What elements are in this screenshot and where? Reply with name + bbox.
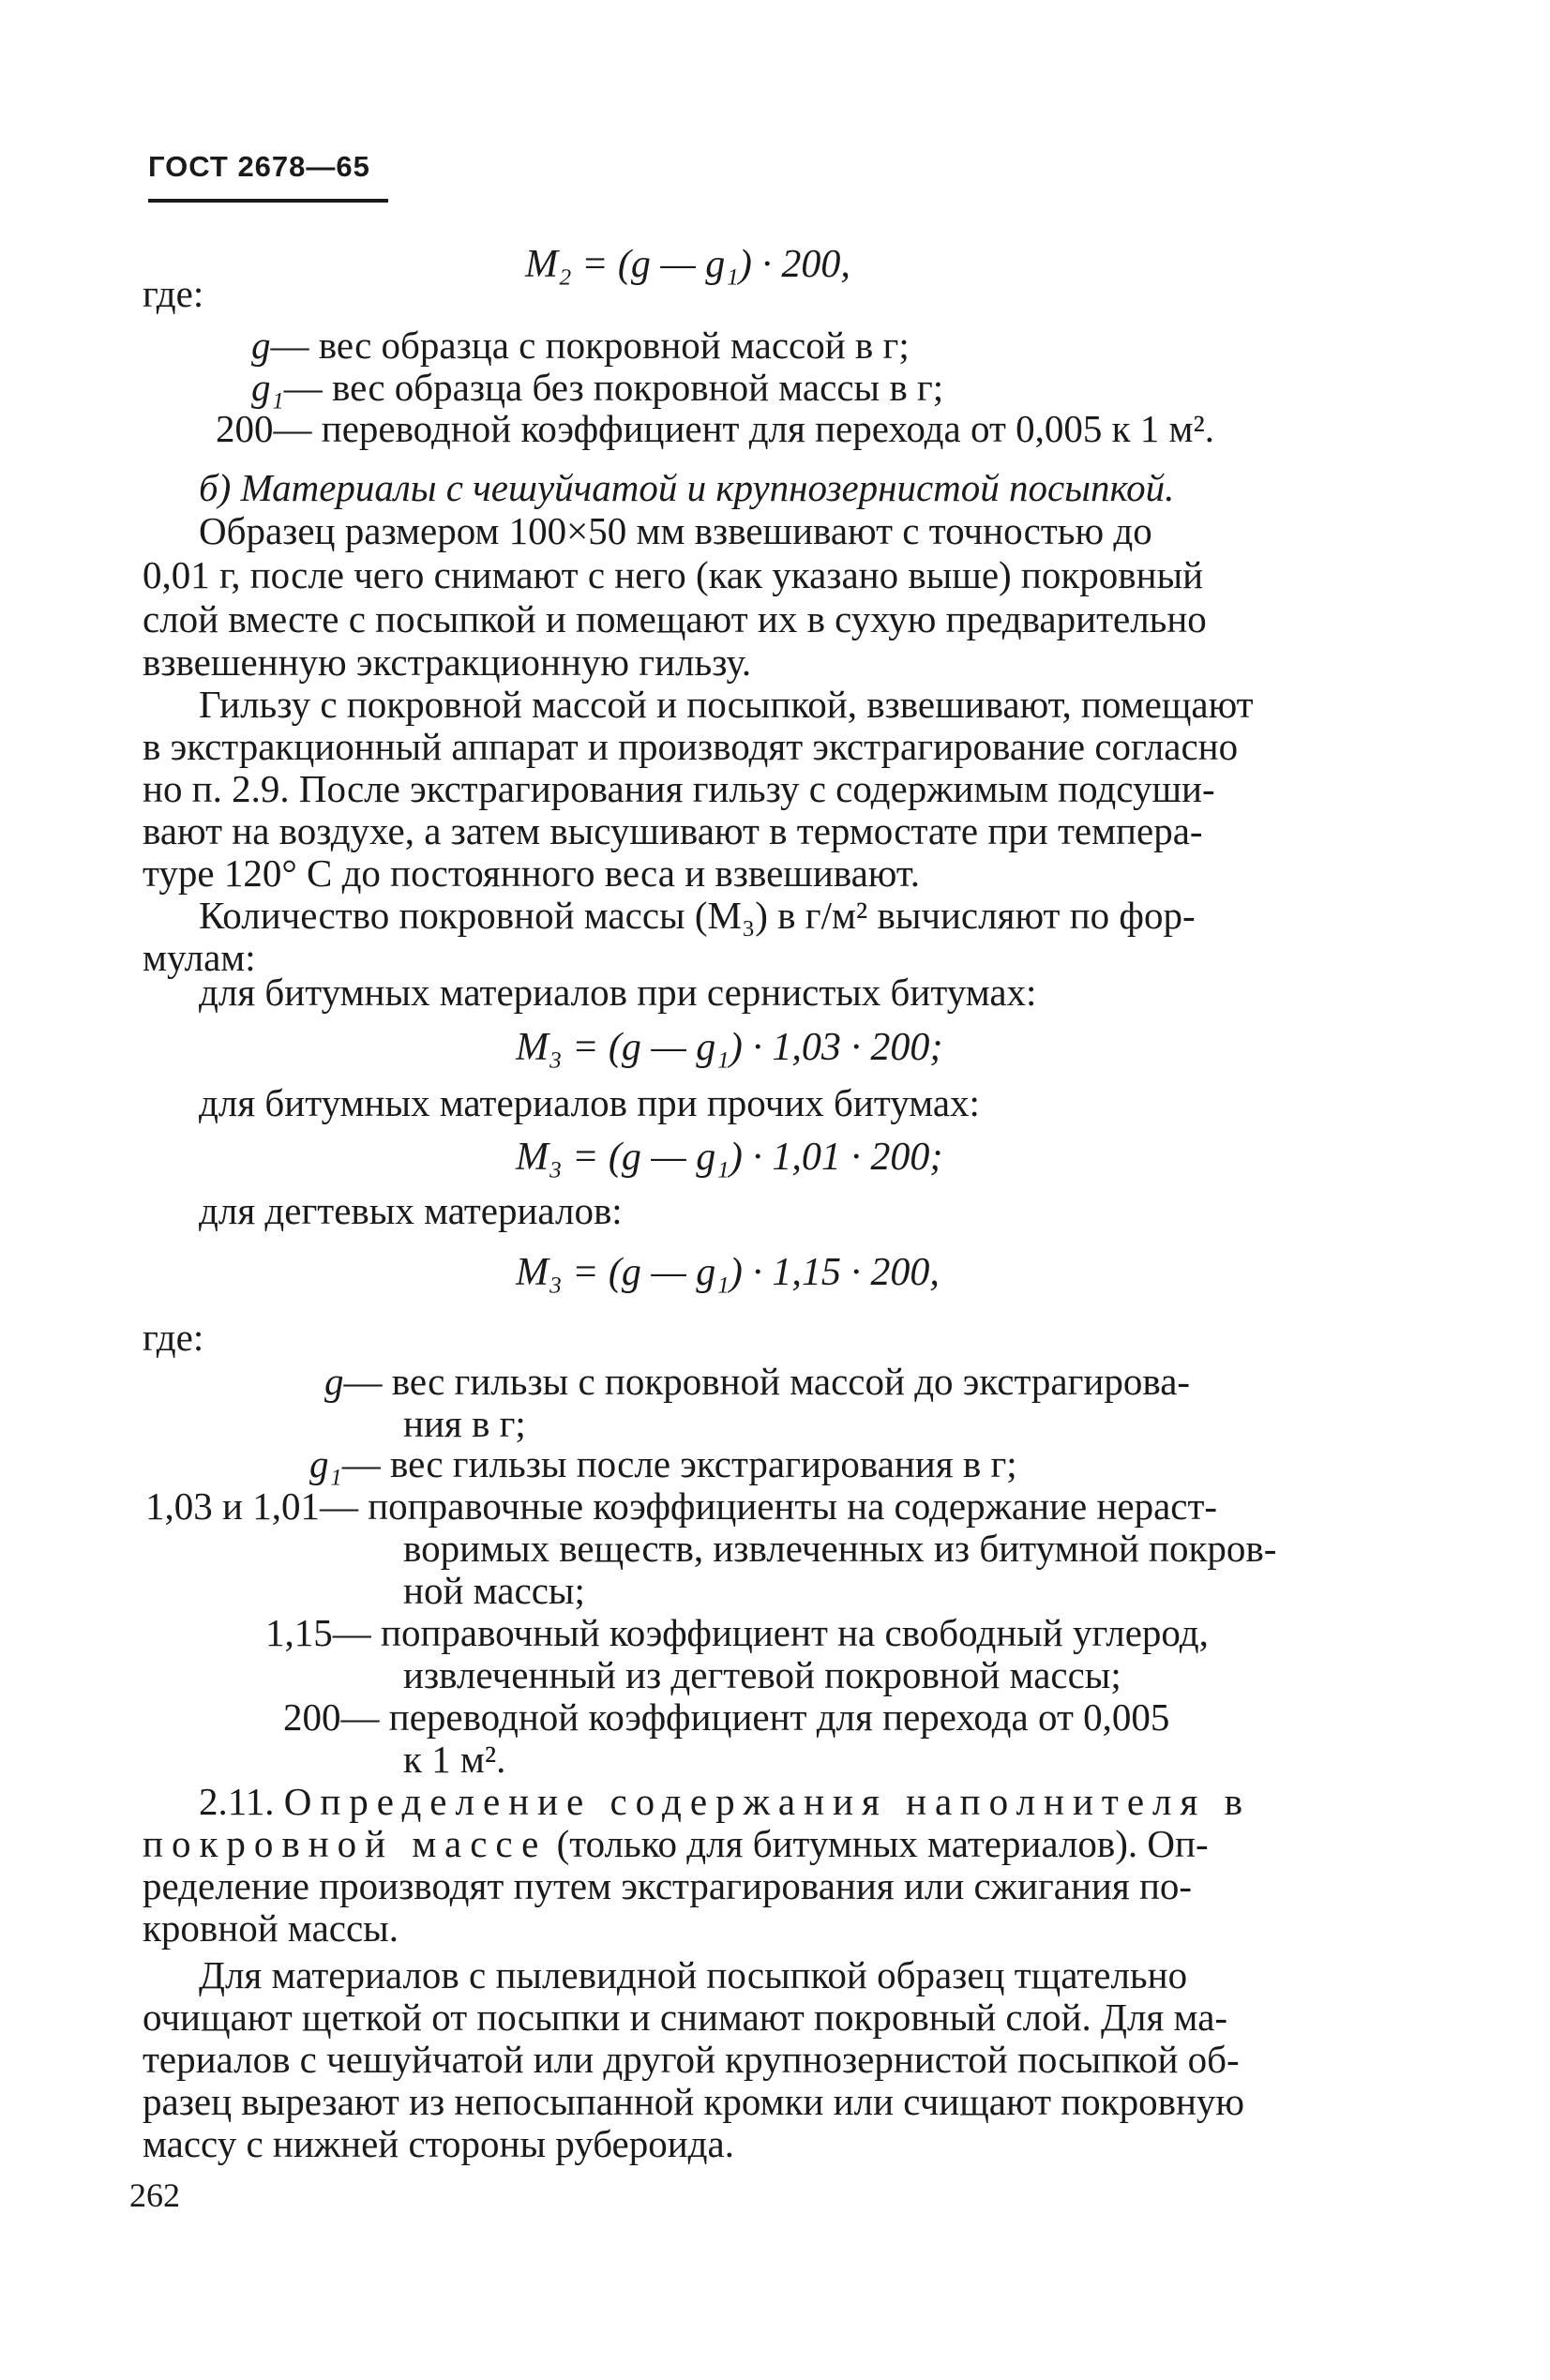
definition-term: g <box>251 324 271 367</box>
section-211-line4: кровной массы. <box>143 1906 399 1950</box>
document-header: ГОСТ 2678—65 <box>148 150 370 183</box>
para2-line1: Гильзу с покровной массой и посыпкой, взвешивают, помещают <box>199 683 1254 726</box>
definition-g1 <box>251 366 943 409</box>
para4-line1: Для материалов с пылевидной посыпкой образец тщательно <box>199 1953 1188 1996</box>
definition-term: 1,03 и 1,01 <box>145 1484 320 1528</box>
definition-text: — вес гильзы с покровной массой до экстрагирова- <box>343 1360 1191 1403</box>
definition-term: 200 <box>283 1695 341 1739</box>
def2-115-cont: извлеченный из дегтевой покровной массы; <box>403 1653 1121 1696</box>
section-211-line1 <box>199 1780 1251 1823</box>
page-number: 262 <box>129 2177 180 2214</box>
definition-text: — вес гильзы после экстрагирования в г; <box>341 1442 1017 1485</box>
para2-line4: вают на воздухе, а затем высушивают в термостате при темпера- <box>143 809 1203 852</box>
para2-line5: туре 120° С до постоянного веса и взвешивают. <box>143 851 920 895</box>
case3-formula: M₃ = (g — g₁) · 1,15 · 200, <box>516 1251 940 1294</box>
para4-line5: массу с нижней стороны рубероида. <box>143 2122 734 2165</box>
definition-term: g₁ <box>251 366 284 409</box>
para4-line2: очищают щеткой от посыпки и снимают покровный слой. Для ма- <box>143 1996 1228 2039</box>
para3-line1: Количество покровной массы (M₃) в г/м² вычисляют по фор- <box>199 894 1196 937</box>
para2-line3: но п. 2.9. После экстрагирования гильзу с содержимым подсуши- <box>143 767 1215 810</box>
para1-line3: слой вместе с посыпкой и помещают их в сухую предварительно <box>143 597 1207 640</box>
definition-term: 1,15 <box>265 1611 333 1654</box>
def2-103-cont2: ной массы; <box>403 1569 585 1612</box>
section-b-title: б) Материалы с чешуйчатой и крупнозернистой посыпкой. <box>199 466 1175 509</box>
def2-115 <box>265 1611 1209 1654</box>
def2-g <box>324 1360 1190 1403</box>
def2-g1 <box>309 1442 1017 1485</box>
definition-term: g <box>324 1360 344 1403</box>
definition-text: — поправочные коэффициенты на содержание нераст- <box>319 1484 1218 1528</box>
case1-formula: M₃ = (g — g₁) · 1,03 · 200; <box>516 1026 943 1069</box>
definition-text: — поправочный коэффициент на свободный углерод, <box>332 1611 1209 1654</box>
def2-200-cont: к 1 м². <box>403 1738 506 1781</box>
section-title-a: Определение содержания наполнителя в <box>283 1780 1251 1823</box>
section-number: 2.11. <box>199 1780 275 1823</box>
def2-103-cont1: воримых веществ, извлеченных из битумной покров- <box>403 1527 1277 1570</box>
definition-term: g₁ <box>309 1442 342 1485</box>
para4-line4: разец вырезают из непосыпанной кромки или счищают покровную <box>143 2080 1245 2123</box>
case2-formula: M₃ = (g — g₁) · 1,01 · 200; <box>516 1136 943 1179</box>
case2-label: для битумных материалов при прочих битумах: <box>199 1081 980 1124</box>
def2-g-cont: ния в г; <box>403 1402 526 1445</box>
section-title-rest: (только для битумных материалов). Оп- <box>556 1822 1209 1865</box>
section-211-line2 <box>143 1822 1209 1865</box>
formula-m2: M₂ = (g — g₁) · 200, <box>525 243 850 286</box>
case3-label: для дегтевых материалов: <box>199 1189 623 1232</box>
definition-text: — вес образца без покровной массы в г; <box>283 366 944 409</box>
definition-text: — вес образца с покровной массой в г; <box>270 324 910 367</box>
header-rule <box>148 199 388 203</box>
where-label-1: где: <box>143 272 204 315</box>
where-label-2: где: <box>143 1316 204 1359</box>
definition-text: — переводной коэффициент для перехода от 0,005 <box>340 1695 1170 1739</box>
definition-200 <box>216 407 1214 450</box>
def2-200 <box>283 1695 1169 1739</box>
para2-line2: в экстракционный аппарат и производят экстрагирование согласно <box>143 725 1239 768</box>
para1-line4: взвешенную экстракционную гильзу. <box>143 640 752 684</box>
section-title-b: покровной массе <box>143 1822 548 1865</box>
definition-term: 200 <box>216 407 274 450</box>
para1-line1: Образец размером 100×50 мм взвешивают с точностью до <box>199 509 1152 552</box>
definition-text: — переводной коэффициент для перехода от 0,005 к 1 м². <box>273 407 1215 450</box>
def2-103-101 <box>145 1484 1217 1528</box>
para1-line2: 0,01 г, после чего снимают с него (как указано выше) покровный <box>143 553 1204 596</box>
para4-line3: териалов с чешуйчатой или другой крупнозернистой посыпкой об- <box>143 2038 1240 2081</box>
case1-label: для битумных материалов при сернистых битумах: <box>199 971 1037 1014</box>
para3-line2: мулам: <box>143 936 256 979</box>
section-211-line3: ределение производят путем экстрагирования или сжигания по- <box>143 1864 1193 1907</box>
definition-g <box>251 324 910 367</box>
